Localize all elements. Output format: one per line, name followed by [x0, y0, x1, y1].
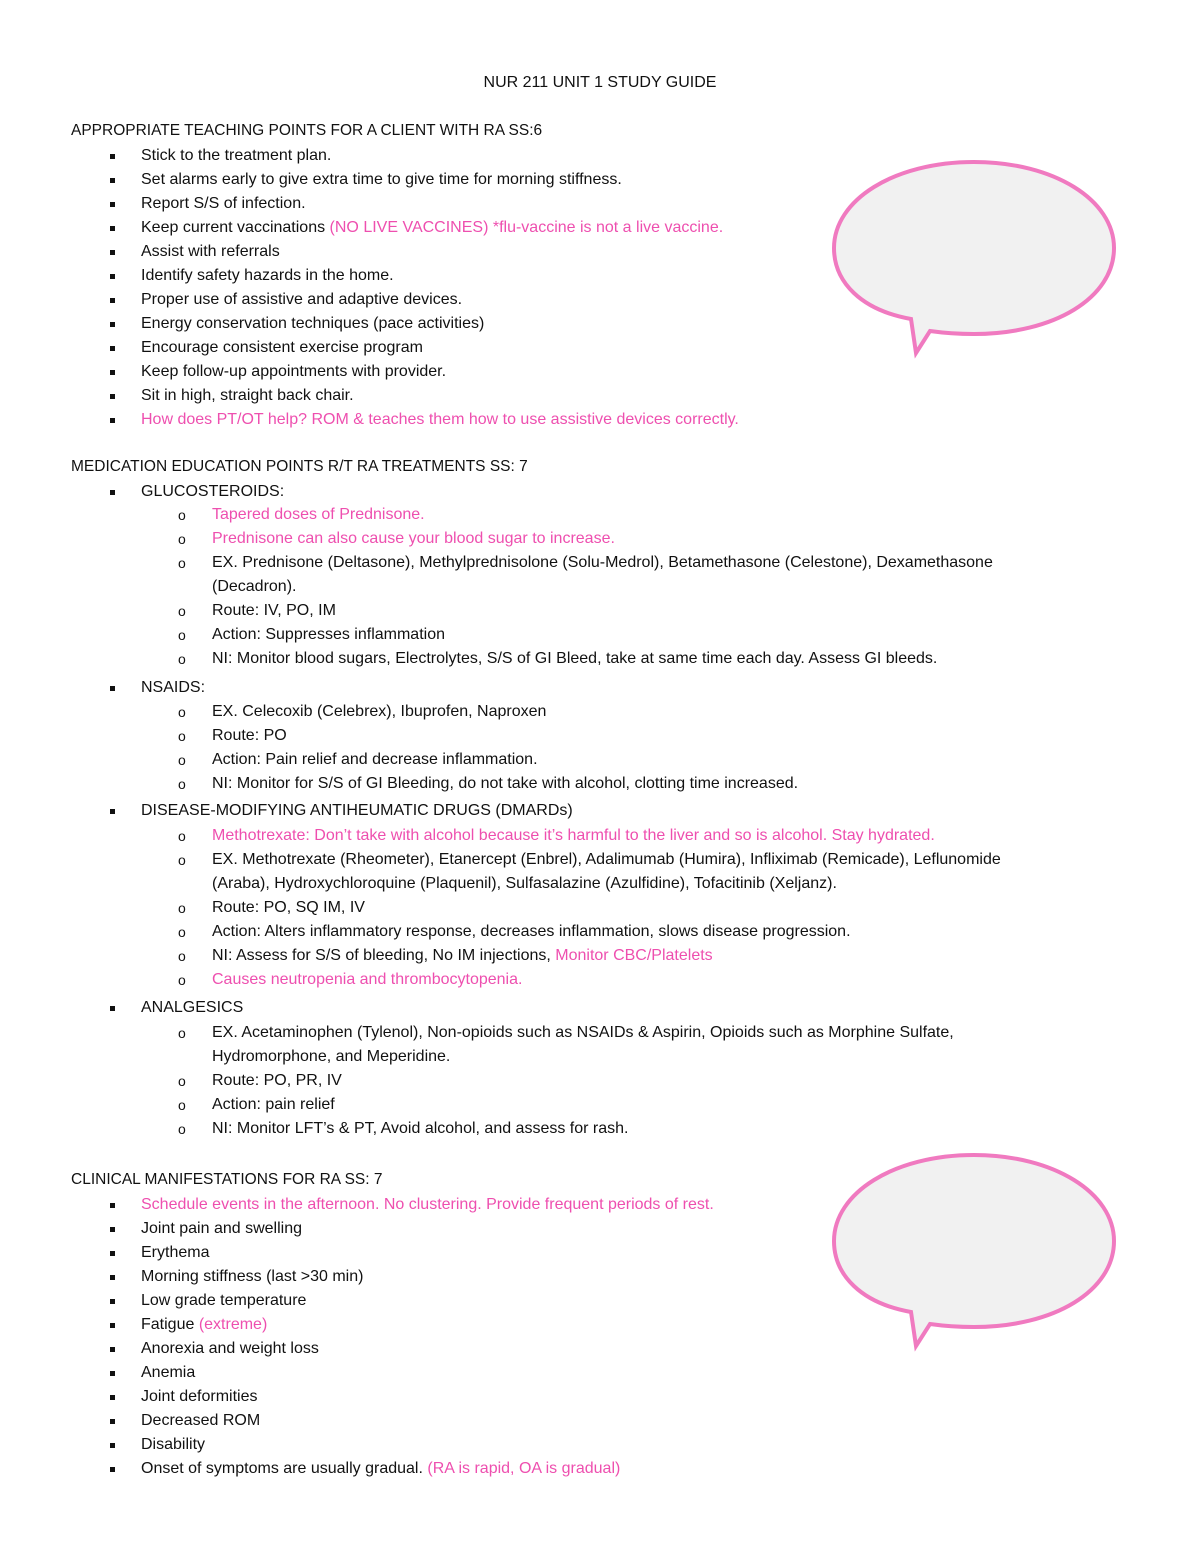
- document-title: NUR 211 UNIT 1 STUDY GUIDE: [483, 74, 717, 91]
- circle-o-bullet-icon: o: [178, 704, 186, 720]
- square-bullet-icon: [110, 250, 115, 255]
- analgesics-details: [178, 1021, 1138, 1141]
- square-bullet-icon: [110, 1251, 115, 1256]
- list-item: Stick to the treatment plan.: [108, 144, 1168, 168]
- sub-list-item: o NI: Monitor LFT’s & PT, Avoid alcohol, and assess for rash.: [178, 1117, 1138, 1141]
- sub-list-item: o EX. Prednisone (Deltasone), Methylprednisolone (Solu-Medrol), Betamethasone (Celestone), Dexamethasone (Decadron).: [178, 551, 1138, 599]
- square-bullet-icon: [110, 686, 115, 691]
- square-bullet-icon: [110, 1203, 115, 1208]
- square-bullet-icon: [110, 1347, 115, 1352]
- square-bullet-icon: [110, 1467, 115, 1472]
- circle-o-bullet-icon: o: [178, 948, 186, 964]
- drug-class-dmards: DISEASE-MODIFYING ANTIHEUMATIC DRUGS (DMARDs): [108, 799, 1168, 823]
- pink-note: (RA is rapid, OA is gradual): [427, 1460, 621, 1477]
- square-bullet-icon: [110, 394, 115, 399]
- sub-list-item: o EX. Celecoxib (Celebrex), Ibuprofen, Naproxen: [178, 700, 1138, 724]
- square-bullet-icon: [110, 1227, 115, 1232]
- circle-o-bullet-icon: o: [178, 651, 186, 667]
- circle-o-bullet-icon: o: [178, 776, 186, 792]
- square-bullet-icon: [110, 154, 115, 159]
- sub-list-item: o Prednisone can also cause your blood sugar to increase.: [178, 527, 1138, 551]
- drug-class-list: [108, 480, 1168, 504]
- nsaids-details: [178, 700, 1138, 796]
- square-bullet-icon: [110, 322, 115, 327]
- square-bullet-icon: [110, 202, 115, 207]
- glucosteroids-details: [178, 503, 1138, 671]
- list-item: Energy conservation techniques (pace activities): [108, 312, 1168, 336]
- sub-list-item: o Route: PO: [178, 724, 1138, 748]
- list-item: Morning stiffness (last >30 min): [108, 1265, 1168, 1289]
- square-bullet-icon: [110, 298, 115, 303]
- drug-class-analgesics: ANALGESICS: [108, 996, 1168, 1020]
- circle-o-bullet-icon: o: [178, 1025, 186, 1041]
- list-item: Anorexia and weight loss: [108, 1337, 1168, 1361]
- section-heading-medication-education: MEDICATION EDUCATION POINTS R/T RA TREATMENTS SS: 7: [71, 458, 528, 475]
- circle-o-bullet-icon: o: [178, 752, 186, 768]
- sub-list-item: o Action: pain relief: [178, 1093, 1138, 1117]
- pink-note: (extreme): [198, 1316, 268, 1333]
- square-bullet-icon: [110, 490, 115, 495]
- list-item: Encourage consistent exercise program: [108, 336, 1168, 360]
- speech-bubble-icon: [826, 1145, 1126, 1357]
- list-item: Report S/S of infection.: [108, 192, 1168, 216]
- circle-o-bullet-icon: o: [178, 828, 186, 844]
- square-bullet-icon: [110, 178, 115, 183]
- list-item: [108, 408, 1168, 432]
- list-item: Low grade temperature: [108, 1289, 1168, 1313]
- dmards-details: [178, 824, 1138, 992]
- section-heading-clinical-manifestations: CLINICAL MANIFESTATIONS FOR RA SS: 7: [71, 1171, 383, 1188]
- drug-class-glucosteroids: GLUCOSTEROIDS:: [108, 480, 1168, 504]
- square-bullet-icon: [110, 1395, 115, 1400]
- circle-o-bullet-icon: o: [178, 603, 186, 619]
- sub-list-item: o Route: PO, SQ IM, IV: [178, 896, 1138, 920]
- circle-o-bullet-icon: o: [178, 1121, 186, 1137]
- list-item: Keep follow-up appointments with provider.: [108, 360, 1168, 384]
- list-item: Identify safety hazards in the home.: [108, 264, 1168, 288]
- circle-o-bullet-icon: o: [178, 900, 186, 916]
- sub-list-item: o Tapered doses of Prednisone.: [178, 503, 1138, 527]
- circle-o-bullet-icon: o: [178, 924, 186, 940]
- circle-o-bullet-icon: o: [178, 728, 186, 744]
- circle-o-bullet-icon: o: [178, 1097, 186, 1113]
- square-bullet-icon: [110, 1371, 115, 1376]
- sub-list-item: o NI: Monitor for S/S of GI Bleeding, do not take with alcohol, clotting time increased.: [178, 772, 1138, 796]
- list-item: Assist with referrals: [108, 240, 1168, 264]
- square-bullet-icon: [110, 809, 115, 814]
- section-heading-teaching-points: APPROPRIATE TEACHING POINTS FOR A CLIENT WITH RA SS:6: [71, 122, 543, 139]
- square-bullet-icon: [110, 226, 115, 231]
- square-bullet-icon: [110, 1006, 115, 1011]
- sub-list-item: o Action: Pain relief and decrease inflammation.: [178, 748, 1138, 772]
- drug-class-list: [108, 676, 1168, 700]
- sub-list-item: o Route: IV, PO, IM: [178, 599, 1138, 623]
- square-bullet-icon: [110, 1443, 115, 1448]
- list-item: Onset of symptoms are usually gradual. (RA is rapid, OA is gradual): [108, 1457, 1168, 1481]
- pink-note: How does PT/OT help? ROM & teaches them how to use assistive devices correctly.: [141, 411, 739, 428]
- square-bullet-icon: [110, 1275, 115, 1280]
- circle-o-bullet-icon: o: [178, 531, 186, 547]
- speech-bubble-icon: [826, 152, 1126, 364]
- circle-o-bullet-icon: o: [178, 555, 186, 571]
- square-bullet-icon: [110, 418, 115, 423]
- sub-list-item: o NI: Assess for S/S of bleeding, No IM injections, Monitor CBC/Platelets: [178, 944, 1138, 968]
- list-item: Keep current vaccinations (NO LIVE VACCINES) *flu-vaccine is not a live vaccine.: [108, 216, 1168, 240]
- pink-note: Schedule events in the afternoon. No clustering. Provide frequent periods of rest.: [141, 1196, 714, 1213]
- drug-class-nsaids: NSAIDS:: [108, 676, 1168, 700]
- list-item: Proper use of assistive and adaptive devices.: [108, 288, 1168, 312]
- sub-list-item: o NI: Monitor blood sugars, Electrolytes, S/S of GI Bleed, take at same time each day. Assess GI bleeds.: [178, 647, 1138, 671]
- list-item: Fatigue (extreme): [108, 1313, 1168, 1337]
- list-item: Anemia: [108, 1361, 1168, 1385]
- sub-list-item: o Causes neutropenia and thrombocytopenia.: [178, 968, 1138, 992]
- list-item: Set alarms early to give extra time to give time for morning stiffness.: [108, 168, 1168, 192]
- list-item: Joint deformities: [108, 1385, 1168, 1409]
- square-bullet-icon: [110, 1323, 115, 1328]
- circle-o-bullet-icon: o: [178, 972, 186, 988]
- list-item: Joint pain and swelling: [108, 1217, 1168, 1241]
- square-bullet-icon: [110, 1419, 115, 1424]
- sub-list-item: o Route: PO, PR, IV: [178, 1069, 1138, 1093]
- square-bullet-icon: [110, 274, 115, 279]
- sub-list-item: o EX. Methotrexate (Rheometer), Etanercept (Enbrel), Adalimumab (Humira), Infliximab (Remicade), Leflunomide (Araba), Hydroxychloroquine (Plaquenil), Sulfasalazine (Azulfidine), Tofacitinib (Xeljanz).: [178, 848, 1138, 896]
- drug-class-list: [108, 799, 1168, 823]
- circle-o-bullet-icon: o: [178, 1073, 186, 1089]
- circle-o-bullet-icon: o: [178, 852, 186, 868]
- sub-list-item: o Methotrexate: Don’t take with alcohol because it’s harmful to the liver and so is alcohol. Stay hydrated.: [178, 824, 1138, 848]
- circle-o-bullet-icon: o: [178, 627, 186, 643]
- sub-list-item: o Action: Suppresses inflammation: [178, 623, 1138, 647]
- drug-class-list: [108, 996, 1168, 1020]
- square-bullet-icon: [110, 1299, 115, 1304]
- list-item: Disability: [108, 1433, 1168, 1457]
- list-item: Erythema: [108, 1241, 1168, 1265]
- pink-note: (NO LIVE VACCINES) *flu-vaccine is not a live vaccine.: [329, 219, 724, 236]
- sub-list-item: o Action: Alters inflammatory response, decreases inflammation, slows disease progression.: [178, 920, 1138, 944]
- circle-o-bullet-icon: o: [178, 507, 186, 523]
- square-bullet-icon: [110, 346, 115, 351]
- square-bullet-icon: [110, 370, 115, 375]
- list-item: Decreased ROM: [108, 1409, 1168, 1433]
- list-item: Sit in high, straight back chair.: [108, 384, 1168, 408]
- sub-list-item: o EX. Acetaminophen (Tylenol), Non-opioids such as NSAIDs & Aspirin, Opioids such as Morphine Sulfate, Hydromorphone, and Meperidine.: [178, 1021, 1138, 1069]
